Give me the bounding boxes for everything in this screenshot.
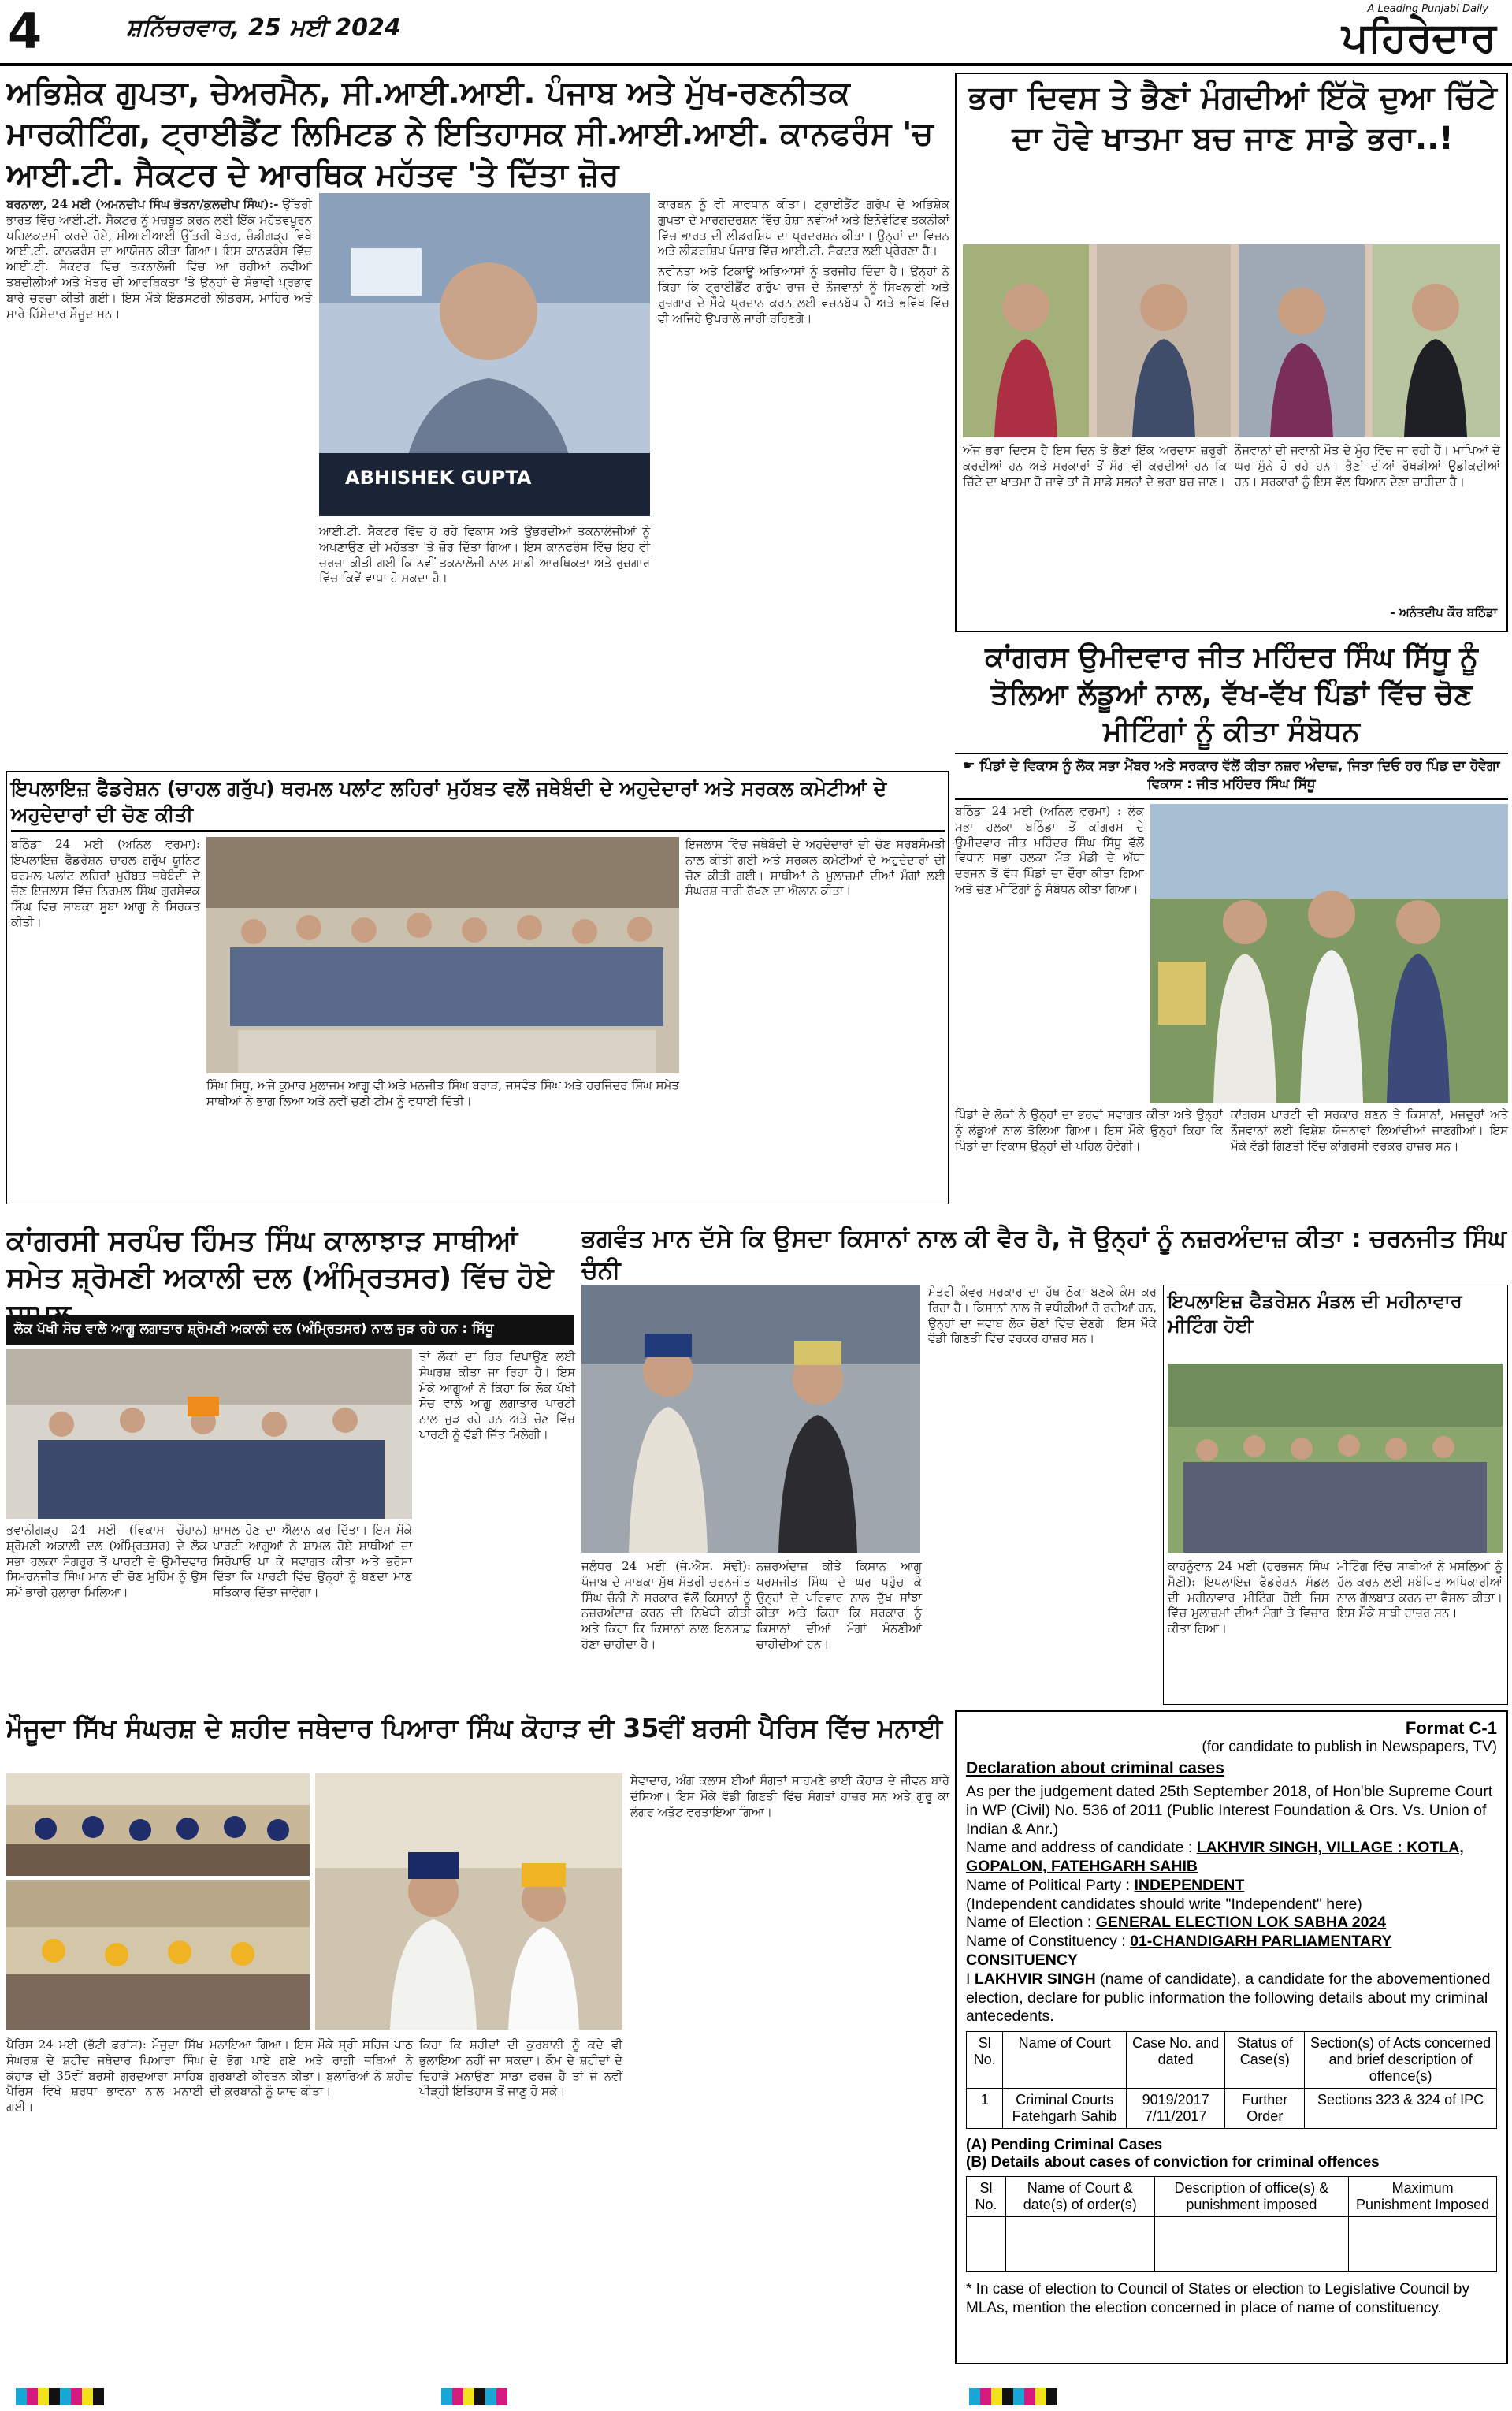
color-registration-bar-left bbox=[16, 2388, 104, 2405]
pending-cases-table bbox=[966, 2031, 1497, 2129]
table-row bbox=[967, 2089, 1497, 2129]
table1-header-cell: Name of Court bbox=[1003, 2032, 1126, 2089]
notice-footnote: * In case of election to Council of States or election to Legislative Council by MLAs, mention the election concerned in place of name of constituency. bbox=[966, 2281, 1469, 2316]
story7-col2-text: ਮੀਟਿੰਗ ਵਿੱਚ ਸਾਥੀਆਂ ਨੇ ਮਸਲਿਆਂ ਨੂੰ ਹੱਲ ਕਰਨ ਲਈ ਸਬੰਧਿਤ ਅਧਿਕਾਰੀਆਂ ਨਾਲ ਗੱਲਬਾਤ ਕਰਨ ਦਾ ਫੈਸਲਾ ਕੀਤਾ। ਇਸ ਮੌਕੇ ਸਾਥੀ ਹਾਜ਼ਰ ਸਨ। bbox=[1337, 1559, 1503, 1620]
story5-col2-text: ਸ਼ਾਮਲ ਹੋਣ ਦਾ ਐਲਾਨ ਕਰ ਦਿੱਤਾ। ਇਸ ਮੌਕੇ ਪਾਰਟੀ ਆਗੂਆਂ ਨੇ ਸ਼ਾਮਲ ਹੋਏ ਸਾਥੀਆਂ ਦਾ ਸਿਰੋਪਾਓ ਪਾ ਕੇ ਸਵਾਗਤ ਕੀਤਾ ਅਤੇ ਭਰੋਸਾ ਦਿੱਤਾ ਕਿ ਪਾਰਟੀ ਵਿੱਚ ਉਨ੍ਹਾਂ ਨੂੰ ਬਣਦਾ ਮਾਣ ਸਤਿਕਾਰ ਦਿੱਤਾ ਜਾਵੇਗਾ। bbox=[213, 1523, 412, 1600]
story3-photo bbox=[1150, 804, 1508, 1103]
notice-name-value: LAKHVIR SINGH, VILLAGE : KOTLA, GOPALON, FATEHGARH SAHIB bbox=[966, 1839, 1464, 1876]
page-number: 4 bbox=[8, 2, 43, 60]
story5-deck: ਲੋਕ ਪੱਖੀ ਸੋਚ ਵਾਲੇ ਆਗੂ ਲਗਾਤਾਰ ਸ਼੍ਰੋਮਣੀ ਅਕਾਲੀ ਦਲ (ਅੰਮ੍ਰਿਤਸਰ) ਨਾਲ ਜੁੜ ਰਹੇ ਹਨ : ਸਿੱਧੂ bbox=[6, 1315, 574, 1345]
story4-col1-text: ਬਠਿੰਡਾ 24 ਮਈ (ਅਨਿਲ ਵਰਮਾ): ਇਪਲਾਇਜ਼ ਫੈਡਰੇਸ਼ਨ ਚਾਹਲ ਗਰੁੱਪ ਯੂਨਿਟ ਥਰਮਲ ਪਲਾਂਟ ਲਹਿਰਾਂ ਮੁਹੱਬਤ ਜਥੇਬੰਦੀ ਦੇ ਚੋਣ ਇਜਲਾਸ ਵਿੱਚ ਨਿਰਮਲ ਸਿੰਘ ਗੁਰਸੇਵਕ ਸਿੰਘ ਵਿਚ ਸਾਬਕਾ ਸੂਬਾ ਆਗੂ ਨੇ ਸ਼ਿਰਕਤ ਕੀਤੀ। bbox=[11, 837, 200, 929]
story8-photo-3 bbox=[315, 1773, 622, 2030]
story6-col2-text: ਨਜ਼ਰਅੰਦਾਜ਼ ਕੀਤੇ ਕਿਸਾਨ ਆਗੂ ਪਰਮਜੀਤ ਸਿੰਘ ਦੇ ਘਰ ਪਹੁੰਚ ਕੇ ਉਨ੍ਹਾਂ ਦੇ ਪਰਿਵਾਰ ਨਾਲ ਦੁੱਖ ਸਾਂਝਾ ਕੀਤਾ ਅਤੇ ਕਿਹਾ ਕਿ ਸਰਕਾਰ ਨੂੰ ਕਿਸਾਨਾਂ ਦੀਆਂ ਮੰਗਾਂ ਮੰਨਣੀਆਂ ਚਾਹੀਦੀਆਂ ਹਨ। bbox=[756, 1559, 922, 1651]
tagline: A Leading Punjabi Daily bbox=[1367, 3, 1488, 15]
table1-header-cell: Case No. and dated bbox=[1126, 2032, 1225, 2089]
story5-col1-text: ਭਵਾਨੀਗੜ੍ਹ 24 ਮਈ (ਵਿਕਾਸ ਚੌਹਾਨ) ਸ਼੍ਰੋਮਣੀ ਅਕਾਲੀ ਦਲ (ਅੰਮ੍ਰਿਤਸਰ) ਦੇ ਲੋਕ ਸਭਾ ਹਲਕਾ ਸੰਗਰੂਰ ਤੋਂ ਪਾਰਟੀ ਦੇ ਉਮੀਦਵਾਰ ਸਿਮਰਨਜੀਤ ਸਿੰਘ ਮਾਨ ਦੀ ਚੋਣ ਮੁਹਿੰਮ ਨੂੰ ਉਸ ਸਮੇਂ ਭਾਰੀ ਹੁਲਾਰਾ ਮਿਲਿਆ। bbox=[6, 1523, 207, 1600]
notice-judgement: As per the judgement dated 25th September 2018, of Hon'ble Supreme Court in WP (Civil) No. 536 of 2011 (Public Interest Foundation & Ors. Vs. Union of Indian & Anr.) bbox=[966, 1783, 1493, 1838]
notice-subtitle: (for candidate to publish in Newspapers, TV) bbox=[1202, 1739, 1497, 1755]
story3-col2-text: ਪਿੰਡਾਂ ਦੇ ਲੋਕਾਂ ਨੇ ਉਨ੍ਹਾਂ ਦਾ ਭਰਵਾਂ ਸਵਾਗਤ ਕੀਤਾ ਅਤੇ ਉਨ੍ਹਾਂ ਨੂੰ ਲੱਡੂਆਂ ਨਾਲ ਤੋਲਿਆ ਗਿਆ। ਇਸ ਮੌਕੇ ਉਨ੍ਹਾਂ ਕਿਹਾ ਕਿ ਪਿੰਡਾਂ ਦਾ ਵਿਕਾਸ ਉਨ੍ਹਾਂ ਦੀ ਪਹਿਲ ਹੋਵੇਗੀ। bbox=[955, 1107, 1223, 1153]
table1-header-cell: Section(s) of Acts concerned and brief description of offence(s) bbox=[1305, 2032, 1497, 2089]
story3-col3-text: ਕਾਂਗਰਸ ਪਾਰਟੀ ਦੀ ਸਰਕਾਰ ਬਣਨ ਤੇ ਕਿਸਾਨਾਂ, ਮਜ਼ਦੂਰਾਂ ਅਤੇ ਨੌਜਵਾਨਾਂ ਲਈ ਵਿਸ਼ੇਸ਼ ਯੋਜਨਾਵਾਂ ਲਿਆਂਦੀਆਂ ਜਾਣਗੀਆਂ। ਇਸ ਮੌਕੇ ਵੱਡੀ ਗਿਣਤੀ ਵਿੱਚ ਕਾਂਗਰਸੀ ਵਰਕਰ ਹਾਜ਼ਰ ਸਨ। bbox=[1231, 1107, 1508, 1153]
story4-col3 bbox=[685, 837, 945, 1200]
notice-declaration: Declaration about criminal cases bbox=[966, 1759, 1224, 1777]
table2-header-cell: Description of office(s) & punishment imposed bbox=[1154, 2177, 1349, 2217]
story6-col3-text: ਮੰਤਰੀ ਕੰਵਰ ਸਰਕਾਰ ਦਾ ਹੱਥ ਠੋਕਾ ਬਣਕੇ ਕੰਮ ਕਰ ਰਿਹਾ ਹੈ। ਕਿਸਾਨਾਂ ਨਾਲ ਜੋ ਵਧੀਕੀਆਂ ਹੋ ਰਹੀਆਂ ਹਨ, ਉਨ੍ਹਾਂ ਦਾ ਜਵਾਬ ਲੋਕ ਚੋਣਾਂ ਵਿੱਚ ਦੇਣਗੇ। ਇਸ ਮੌਕੇ ਵੱਡੀ ਗਿਣਤੀ ਵਿੱਚ ਵਰਕਰ ਹਾਜ਼ਰ ਸਨ। bbox=[928, 1285, 1157, 1346]
story8-col4-text: ਸੇਵਾਦਾਰ, ਅੰਗ ਕਲਾਸ ਈਆਂ ਸੰਗਤਾਂ ਸਾਹਮਣੇ ਭਾਈ ਕੋਹਾੜ ਦੇ ਜੀਵਨ ਬਾਰੇ ਦੱਸਿਆ। ਇਸ ਮੌਕੇ ਵੱਡੀ ਗਿਣਤੀ ਵਿੱਚ ਸੰਗਤਾਂ ਹਾਜ਼ਰ ਸਨ ਅਤੇ ਗੁਰੂ ਕਾ ਲੰਗਰ ਅਤੁੱਟ ਵਰਤਾਇਆ ਗਿਆ। bbox=[630, 1773, 949, 1819]
conviction-cases-table bbox=[966, 2176, 1497, 2272]
story2-headline: ਭਰਾ ਦਿਵਸ ਤੇ ਭੈਣਾਂ ਮੰਗਦੀਆਂ ਇੱਕੋ ਦੁਆ ਚਿੱਟੇ ਦਾ ਹੋਵੇ ਖਾਤਮਾ ਬਚ ਜਾਣ ਸਾਡੇ ਭਰਾ..! bbox=[968, 80, 1497, 157]
pending-cases-header bbox=[967, 2032, 1497, 2089]
notice-name-label: Name and address of candidate : bbox=[966, 1839, 1193, 1857]
newspaper-logo: ਪਹਿਰੇਦਾਰ bbox=[1342, 14, 1496, 61]
story3-headline: ਕਾਂਗਰਸ ਉਮੀਦਵਾਰ ਜੀਤ ਮਹਿੰਦਰ ਸਿੰਘ ਸਿੱਧੂ ਨੂੰ ਤੋਲਿਆ ਲੱਡੂਆਂ ਨਾਲ, ਵੱਖ-ਵੱਖ ਪਿੰਡਾਂ ਵਿੱਚ ਚੋਣ ਮੀਟਿੰਗਾਂ ਨੂੰ ਕੀਤਾ ਸੰਬੋਧਨ bbox=[985, 642, 1478, 748]
criminal-cases-notice bbox=[955, 1710, 1508, 2364]
story1-col3-text: ਕਾਰਬਨ ਨੂੰ ਵੀ ਸਾਵਧਾਨ ਕੀਤਾ। ਟ੍ਰਾਈਡੈਂਟ ਗਰੁੱਪ ਦੇ ਅਭਿਸ਼ੇਕ ਗੁਪਤਾ ਦੇ ਮਾਰਗਦਰਸ਼ਨ ਵਿੱਚ ਹੋਸ਼ਾ ਨਵੀਆਂ ਅਤੇ ਇਨੋਵੇਟਿਵ ਤਕਨੀਕਾਂ ਵਿੱਚ ਭਾਰਤ ਦੀ ਲੀਡਰਸ਼ਿਪ ਦਾ ਪ੍ਰਦਰਸ਼ਨ ਕੀਤਾ। ਉਨ੍ਹਾਂ ਦਾ ਵਿਜ਼ਨ ਅਤੇ ਲੀਡਰਸ਼ਿਪ ਪੰਜਾਬ ਵਿੱਚ ਆਈ.ਟੀ. ਸੈਕਟਰ ਲਈ ਪ੍ਰੇਰਣਾ ਹੈ। bbox=[658, 197, 949, 259]
story1-col4-text: ਨਵੀਨਤਾ ਅਤੇ ਟਿਕਾਊ ਅਭਿਆਸਾਂ ਨੂੰ ਤਰਜੀਹ ਦਿੰਦਾ ਹੈ। ਉਨ੍ਹਾਂ ਨੇ ਕਿਹਾ ਕਿ ਟ੍ਰਾਈਡੈਂਟ ਗਰੁੱਪ ਰਾਜ ਦੇ ਨੌਜਵਾਨਾਂ ਨੂੰ ਸਿਖਲਾਈ ਅਤੇ ਰੁਜ਼ਗਾਰ ਦੇ ਮੌਕੇ ਪ੍ਰਦਾਨ ਕਰਨ ਲਈ ਵਚਨਬੱਧ ਹੈ ਅਤੇ ਭਵਿੱਖ ਵਿੱਚ ਵੀ ਅਜਿਹੇ ਉਪਰਾਲੇ ਜਾਰੀ ਰਹਿਣਗੇ। bbox=[658, 264, 949, 326]
notice-candidate-text: (name of candidate), a candidate for the abovementioned election, declare for public information the following details about my criminal antecedents. bbox=[966, 1970, 1491, 2026]
story6-col2 bbox=[756, 1559, 922, 1705]
table1-header-cell: Status of Case(s) bbox=[1225, 2032, 1305, 2089]
story8-col3-text: ਕਿਹਾ ਕਿ ਸ਼ਹੀਦਾਂ ਦੀ ਕੁਰਬਾਨੀ ਨੂੰ ਕਦੇ ਵੀ ਭੁਲਾਇਆ ਨਹੀਂ ਜਾ ਸਕਦਾ। ਕੌਮ ਦੇ ਸ਼ਹੀਦਾਂ ਦੇ ਦਿਹਾੜੇ ਮਨਾਉਣਾ ਸਾਡਾ ਫਰਜ਼ ਹੈ ਤਾਂ ਜੋ ਨਵੀਂ ਪੀੜ੍ਹੀ ਇਤਿਹਾਸ ਤੋਂ ਜਾਣੂ ਹੋ ਸਕੇ। bbox=[419, 2037, 622, 2099]
color-registration-bar-right bbox=[969, 2388, 1057, 2405]
story1-col2 bbox=[319, 524, 650, 712]
notice-election-row bbox=[966, 1914, 1497, 1933]
story6-col1-text: ਜਲੰਧਰ 24 ਮਈ (ਜੇ.ਐਸ. ਸੋਢੀ): ਪੰਜਾਬ ਦੇ ਸਾਬਕਾ ਮੁੱਖ ਮੰਤਰੀ ਚਰਨਜੀਤ ਸਿੰਘ ਚੰਨੀ ਨੇ ਸਰਕਾਰ ਵੱਲੋਂ ਕਿਸਾਨਾਂ ਨੂੰ ਨਜ਼ਰਅੰਦਾਜ਼ ਕਰਨ ਦੀ ਨਿਖੇਧੀ ਕੀਤੀ ਅਤੇ ਕਿਹਾ ਕਿ ਕਿਸਾਨਾਂ ਨਾਲ ਇਨਸਾਫ਼ ਹੋਣਾ ਚਾਹੀਦਾ ਹੈ। bbox=[581, 1559, 751, 1651]
story3-col3 bbox=[1231, 1107, 1508, 1222]
notice-election-value: GENERAL ELECTION LOK SABHA 2024 bbox=[1095, 1914, 1387, 1932]
story2-col2 bbox=[1235, 443, 1500, 605]
story8-col2-text: ਮਨਾਇਆ ਗਿਆ। ਇਸ ਮੌਕੇ ਸ੍ਰੀ ਸਹਿਜ ਪਾਠ ਦੇ ਭੋਗ ਪਾਏ ਗਏ ਅਤੇ ਰਾਗੀ ਜਥਿਆਂ ਨੇ ਗੁਰਬਾਣੀ ਕੀਰਤਨ ਕੀਤਾ। ਬੁਲਾਰਿਆਂ ਨੇ ਸ਼ਹੀਦ ਦੀ ਕੁਰਬਾਨੀ ਨੂੰ ਯਾਦ ਕੀਤਾ। bbox=[210, 2037, 413, 2099]
table1-cell: Sections 323 & 324 of IPC bbox=[1305, 2089, 1497, 2129]
story1-col3 bbox=[658, 197, 949, 709]
notice-candidate-prefix: I bbox=[966, 1970, 971, 1988]
conviction-cases-header bbox=[967, 2177, 1497, 2217]
story2-col1 bbox=[963, 443, 1227, 624]
notice-candidate-row bbox=[966, 1970, 1497, 2026]
story2-signoff: - ਅਨੰਤਦੀਪ ਕੌਰ ਬਠਿੰਡਾ bbox=[1390, 605, 1497, 619]
story2-col2-text: ਨੌਜਵਾਨਾਂ ਦੀ ਜਵਾਨੀ ਮੌਤ ਦੇ ਮੂੰਹ ਵਿੱਚ ਜਾ ਰਹੀ ਹੈ। ਮਾਪਿਆਂ ਦੇ ਘਰ ਸੁੰਨੇ ਹੋ ਰਹੇ ਹਨ। ਭੈਣਾਂ ਦੀਆਂ ਰੱਖੜੀਆਂ ਉਡੀਕਦੀਆਂ ਹਨ। ਸਰਕਾਰਾਂ ਨੂੰ ਇਸ ਵੱਲ ਧਿਆਨ ਦੇਣਾ ਚਾਹੀਦਾ ਹੈ। bbox=[1235, 443, 1500, 489]
story3-col1-text: ਬਠਿੰਡਾ 24 ਮਈ (ਅਨਿਲ ਵਰਮਾ) : ਲੋਕ ਸਭਾ ਹਲਕਾ ਬਠਿੰਡਾ ਤੋਂ ਕਾਂਗਰਸ ਦੇ ਉਮੀਦਵਾਰ ਜੀਤ ਮਹਿੰਦਰ ਸਿੰਘ ਸਿੱਧੂ ਵੱਲੋਂ ਵਿਧਾਨ ਸਭਾ ਹਲਕਾ ਮੌੜ ਮੰਡੀ ਦੇ ਅੱਧਾ ਦਰਜਨ ਤੋਂ ਵੱਧ ਪਿੰਡਾਂ ਦਾ ਦੌਰਾ ਕੀਤਾ ਗਿਆ ਅਤੇ ਚੋਣ ਮੀਟਿੰਗਾਂ ਨੂੰ ਸੰਬੋਧਨ ਕੀਤਾ ਗਿਆ। bbox=[955, 804, 1144, 896]
story3-deck: ☛ ਪਿੰਡਾਂ ਦੇ ਵਿਕਾਸ ਨੂੰ ਲੋਕ ਸਭਾ ਮੈਂਬਰ ਅਤੇ ਸਰਕਾਰ ਵੱਲੋਂ ਕੀਤਾ ਨਜ਼ਰ ਅੰਦਾਜ਼, ਜਿਤਾ ਦਿਓ ਹਰ ਪਿੰਡ ਦਾ ਹੋਵੇਗਾ ਵਿਕਾਸ : ਜੀਤ ਮਹਿੰਦਰ ਸਿੰਘ ਸਿੱਧੂ bbox=[955, 753, 1508, 800]
masthead bbox=[0, 0, 1512, 66]
story1-col2-text: ਆਈ.ਟੀ. ਸੈਕਟਰ ਵਿੱਚ ਹੋ ਰਹੇ ਵਿਕਾਸ ਅਤੇ ਉਭਰਦੀਆਂ ਤਕਨਾਲੋਜੀਆਂ ਨੂੰ ਅਪਣਾਉਣ ਦੀ ਮਹੱਤਤਾ 'ਤੇ ਜ਼ੋਰ ਦਿੱਤਾ ਗਿਆ। ਇਸ ਕਾਨਫਰੰਸ ਵਿੱਚ ਇਹ ਵੀ ਚਰਚਾ ਕੀਤੀ ਗਈ ਕਿ ਨਵੀਂ ਤਕਨਾਲੋਜੀ ਨਾਲ ਸਾਡੀ ਆਰਥਿਕਤਾ ਅਤੇ ਰੁਜ਼ਗਾਰ ਵਿੱਚ ਕਿਵੇਂ ਵਾਧਾ ਹੋ ਸਕਦਾ ਹੈ। bbox=[319, 524, 650, 586]
story5-headline: ਕਾਂਗਰਸੀ ਸਰਪੰਚ ਹਿੰਮਤ ਸਿੰਘ ਕਾਲਾਝਾੜ ਸਾਥੀਆਂ ਸਮੇਤ ਸ਼੍ਰੋਮਣੀ ਅਕਾਲੀ ਦਲ (ਅੰਮ੍ਰਿਤਸਰ) ਵਿੱਚ ਹੋਏ bbox=[6, 1225, 554, 1294]
notice-party-label: Name of Political Party : bbox=[966, 1876, 1131, 1894]
story5-col3-text: ਤਾਂ ਲੋਕਾਂ ਦਾ ਹਿਰ ਦਿਖਾਉਣ ਲਈ ਸੰਘਰਸ਼ ਕੀਤਾ ਜਾ ਰਿਹਾ ਹੈ। ਇਸ ਮੌਕੇ ਆਗੂਆਂ ਨੇ ਕਿਹਾ ਕਿ ਲੋਕ ਪੱਖੀ ਸੋਚ ਵਾਲੇ ਆਗੂ ਲਗਾਤਾਰ ਪਾਰਟੀ ਨਾਲ ਜੁੜ ਰਹੇ ਹਨ ਅਤੇ ਚੋਣ ਵਿੱਚ ਪਾਰਟੀ ਨੂੰ ਵੱਡੀ ਜਿੱਤ ਮਿਲੇਗੀ। bbox=[419, 1349, 575, 1442]
story4-col1 bbox=[11, 837, 200, 1200]
story8-photo-1 bbox=[6, 1773, 310, 1876]
notice-party-value: INDEPENDENT bbox=[1134, 1876, 1245, 1894]
notice-name-row bbox=[966, 1839, 1497, 1877]
story3-col1 bbox=[955, 804, 1144, 1103]
story6-col3 bbox=[928, 1285, 1157, 1705]
story2-photo bbox=[963, 244, 1500, 437]
table2-header-cell: Maximum Punishment Imposed bbox=[1349, 2177, 1497, 2217]
story3-col2 bbox=[955, 1107, 1223, 1222]
color-registration-bar-mid bbox=[441, 2388, 507, 2405]
notice-section-a: (A) Pending Criminal Cases bbox=[966, 2137, 1163, 2154]
story4-headline: ਇਪਲਾਇਜ਼ ਫੈਡਰੇਸ਼ਨ (ਚਾਹਲ ਗਰੁੱਪ) ਥਰਮਲ ਪਲਾਂਟ ਲਹਿਰਾਂ ਮੁਹੱਬਤ ਵਲੋਂ ਜਥੇਬੰਦੀ ਦੇ ਅਹੁਦੇਦਾਰਾਂ ਅਤੇ ਸਰਕਲ ਕਮੇਟੀਆਂ ਦੇ ਅਹੁਦੇਦਾਰਾਂ ਦੀ ਚੋਣ ਕੀਤੀ bbox=[11, 776, 945, 832]
story7-col1 bbox=[1168, 1559, 1329, 1701]
story8-col1 bbox=[6, 2037, 203, 2384]
notice-party-row bbox=[966, 1877, 1497, 1896]
notice-constituency-value: 01-CHANDIGARH PARLIAMENTARY CONSITUENCY bbox=[966, 1933, 1392, 1970]
story4-col3-text: ਇਜਲਾਸ ਵਿੱਚ ਜਥੇਬੰਦੀ ਦੇ ਅਹੁਦੇਦਾਰਾਂ ਦੀ ਚੋਣ ਸਰਬਸੰਮਤੀ ਨਾਲ ਕੀਤੀ ਗਈ ਅਤੇ ਸਰਕਲ ਕਮੇਟੀਆਂ ਦੇ ਅਹੁਦੇਦਾਰਾਂ ਦੀ ਚੋਣ ਕੀਤੀ ਗਈ। ਸਾਥੀਆਂ ਨੇ ਮੁਲਾਜ਼ਮਾਂ ਦੀਆਂ ਮੰਗਾਂ ਲਈ ਸੰਘਰਸ਼ ਜਾਰੀ ਰੱਖਣ ਦਾ ਐਲਾਨ ਕੀਤਾ। bbox=[685, 837, 945, 899]
issue-date: ਸ਼ਨਿੱਚਰਵਾਰ, 25 ਮਈ 2024 bbox=[126, 14, 401, 42]
table1-header-cell: Sl No. bbox=[967, 2032, 1003, 2089]
story1-byline: ਬਰਨਾਲਾ, 24 ਮਈ (ਅਮਨਦੀਪ ਸਿੰਘ ਭੋਤਨਾ/ਕੁਲਦੀਪ ਸਿੰਘ):- bbox=[6, 197, 279, 211]
table1-cell: 9019/2017 7/11/2017 bbox=[1126, 2089, 1225, 2129]
story5-col3 bbox=[419, 1349, 575, 1704]
story6-col1 bbox=[581, 1559, 751, 1705]
story5-col1 bbox=[6, 1523, 207, 1704]
story4-col2-text: ਸਿੰਘ ਸਿੱਧੂ, ਅਜੇ ਕੁਮਾਰ ਮੁਲਾਜਮ ਆਗੂ ਵੀ ਅਤੇ ਮਨਜੀਤ ਸਿੰਘ ਬਰਾੜ, ਜਸਵੰਤ ਸਿੰਘ ਅਤੇ ਹਰਜਿੰਦਰ ਸਿੰਘ ਸਮੇਤ ਸਾਥੀਆਂ ਨੇ ਭਾਗ ਲਿਆ ਅਤੇ ਨਵੀਂ ਚੁਣੀ ਟੀਮ ਨੂੰ ਵਧਾਈ ਦਿੱਤੀ। bbox=[206, 1078, 679, 1108]
story1-col1 bbox=[6, 197, 312, 709]
story5-col2 bbox=[213, 1523, 412, 1704]
table-row bbox=[967, 2217, 1497, 2272]
story2-col1-text: ਅੱਜ ਭਰਾ ਦਿਵਸ ਹੈ ਇਸ ਦਿਨ ਤੇ ਭੈਣਾਂ ਇੱਕ ਅਰਦਾਸ ਜ਼ਰੂਰੀ ਕਰਦੀਆਂ ਹਨ ਅਤੇ ਸਰਕਾਰਾਂ ਤੋਂ ਮੰਗ ਵੀ ਕਰਦੀਆਂ ਹਨ ਕਿ ਚਿੱਟੇ ਦਾ ਖਾਤਮਾ ਹੋ ਜਾਵੇ ਤਾਂ ਜੋ ਸਾਡੇ ਸਭਨਾਂ ਦੇ ਭਰਾ ਬਚ ਜਾਣ। bbox=[963, 443, 1227, 489]
story7-headline: ਇਪਲਾਇਜ਼ ਫੈਡਰੇਸ਼ਨ ਮੰਡਲ ਦੀ ਮਹੀਨਾਵਾਰ ਮੀਟਿੰਗ ਹੋਈ bbox=[1168, 1290, 1462, 1338]
table2-header-cell: Sl No. bbox=[967, 2177, 1006, 2217]
notice-election-label: Name of Election : bbox=[966, 1914, 1092, 1932]
story1-headline: ਅਭਿਸ਼ੇਕ ਗੁਪਤਾ, ਚੇਅਰਮੈਨ, ਸੀ.ਆਈ.ਆਈ. ਪੰਜਾਬ ਅਤੇ ਮੁੱਖ-ਰਣਨੀਤਕ ਮਾਰਕੀਟਿੰਗ, ਟ੍ਰਾਈਡੈਂਟ ਲਿਮਿਟਡ ਨੇ ਇਤਿਹਾਸਕ ਸੀ.ਆਈ.ਆਈ. ਕਾਨਫਰੰਸ 'ਚ ਆਈ.ਟੀ. ਸੈਕਟਰ ਦੇ ਆਰਥਿਕ ਮਹੱਤਵ 'ਤੇ ਦਿੱਤਾ ਜ਼ੋਰ bbox=[6, 75, 934, 193]
story4-photo bbox=[206, 837, 679, 1073]
table1-cell: 1 bbox=[967, 2089, 1003, 2129]
notice-constituency-row bbox=[966, 1933, 1497, 1970]
story8-col1-text: ਪੈਰਿਸ 24 ਮਈ (ਭੱਟੀ ਫਰਾਂਸ): ਮੌਜੂਦਾ ਸਿੱਖ ਸੰਘਰਸ਼ ਦੇ ਸ਼ਹੀਦ ਜਥੇਦਾਰ ਪਿਆਰਾ ਸਿੰਘ ਕੋਹਾੜ ਦੀ 35ਵੀਂ ਬਰਸੀ ਗੁਰਦੁਆਰਾ ਸਾਹਿਬ ਪੈਰਿਸ ਵਿਖੇ ਸ਼ਰਧਾ ਭਾਵਨਾ ਨਾਲ ਮਨਾਈ ਗਈ। bbox=[6, 2037, 203, 2115]
notice-format: Format C-1 bbox=[1405, 1718, 1497, 1738]
story6-headline: ਭਗਵੰਤ ਮਾਨ ਦੱਸੇ ਕਿ ਉਸਦਾ ਕਿਸਾਨਾਂ ਨਾਲ ਕੀ ਵੈਰ ਹੈ, ਜੋ ਉਨ੍ਹਾਂ ਨੂੰ ਨਜ਼ਰਅੰਦਾਜ਼ ਕੀਤਾ : ਚਰਨਜੀਤ ਸਿੰਘ ਚੰਨੀ bbox=[581, 1225, 1506, 1285]
story5-photo bbox=[6, 1349, 412, 1519]
notice-candidate-name: LAKHVIR SINGH bbox=[974, 1970, 1096, 1988]
table1-cell: Criminal Courts Fatehgarh Sahib bbox=[1003, 2089, 1126, 2129]
story8-col2 bbox=[210, 2037, 413, 2384]
notice-constituency-label: Name of Constituency : bbox=[966, 1933, 1126, 1951]
story7-col2 bbox=[1337, 1559, 1503, 1701]
story4-col2 bbox=[206, 1078, 679, 1200]
story7-col1-text: ਕਾਹਨੂੰਵਾਨ 24 ਮਈ (ਹਰਭਜਨ ਸਿੰਘ ਸੈਣੀ): ਇਪਲਾਇਜ਼ ਫੈਡਰੇਸ਼ਨ ਮੰਡਲ ਦੀ ਮਹੀਨਾਵਾਰ ਮੀਟਿੰਗ ਹੋਈ ਜਿਸ ਵਿੱਚ ਮੁਲਾਜ਼ਮਾਂ ਦੀਆਂ ਮੰਗਾਂ ਤੇ ਵਿਚਾਰ ਕੀਤਾ ਗਿਆ। bbox=[1168, 1559, 1329, 1636]
table2-header-cell: Name of Court & date(s) of order(s) bbox=[1005, 2177, 1154, 2217]
story1-photo bbox=[319, 193, 650, 516]
story8-headline: ਮੌਜੂਦਾ ਸਿੱਖ ਸੰਘਰਸ਼ ਦੇ ਸ਼ਹੀਦ ਜਥੇਦਾਰ ਪਿਆਰਾ ਸਿੰਘ ਕੋਹਾੜ ਦੀ 35ਵੀਂ ਬਰਸੀ ਪੈਰਿਸ ਵਿੱਚ ਮਨਾਈ bbox=[6, 1713, 943, 1743]
story6-photo bbox=[581, 1285, 920, 1553]
notice-party-note: (Independent candidates should write "Independent" here) bbox=[966, 1895, 1362, 1913]
table1-cell: Further Order bbox=[1225, 2089, 1305, 2129]
story8-col4 bbox=[630, 1773, 949, 2384]
story1-photo-caption: ABHISHEK GUPTA bbox=[339, 465, 537, 490]
notice-section-b: (B) Details about cases of conviction for criminal offences bbox=[966, 2154, 1380, 2171]
story8-col3 bbox=[419, 2037, 622, 2384]
story8-photo-2 bbox=[6, 1880, 310, 2030]
story1-col1-text: ਉੱਤਰੀ ਭਾਰਤ ਵਿੱਚ ਆਈ.ਟੀ. ਸੈਕਟਰ ਨੂੰ ਮਜ਼ਬੂਤ ਕਰਨ ਲਈ ਇੱਕ ਮਹੱਤਵਪੂਰਨ ਪਹਿਲਕਦਮੀ ਕਰਦੇ ਹੋਏ, ਸੀਆਈਆਈ ਉੱਤਰੀ ਖੇਤਰ, ਚੰਡੀਗੜ੍ਹ ਵਿਖੇ ਆਈ.ਟੀ. ਕਾਨਫਰੰਸ ਦਾ ਆਯੋਜਨ ਕੀਤਾ ਗਿਆ। ਇਸ ਕਾਨਫਰੰਸ ਵਿੱਚ ਆਈ.ਟੀ. ਸੈਕਟਰ ਵਿੱਚ ਤਕਨਾਲੋਜੀ ਵਿੱਚ ਆ ਰਹੀਆਂ ਨਵੀਆਂ ਤਬਦੀਲੀਆਂ ਅਤੇ ਖੇਤਰ ਦੀ ਆਰਥਿਕਤਾ 'ਤੇ ਉਨ੍ਹਾਂ ਦੇ ਸੰਭਾਵੀ ਪ੍ਰਭਾਵ ਬਾਰੇ ਚਰਚਾ ਕੀਤੀ ਗਈ। ਇਸ ਮੌਕੇ ਇੰਡਸਟਰੀ ਲੀਡਰਸ, ਮਾਹਿਰ ਅਤੇ ਸਾਰੇ ਹਿੱਸੇਦਾਰ ਮੌਜੂਦ ਸਨ। bbox=[6, 197, 312, 321]
story7-photo bbox=[1168, 1364, 1503, 1553]
